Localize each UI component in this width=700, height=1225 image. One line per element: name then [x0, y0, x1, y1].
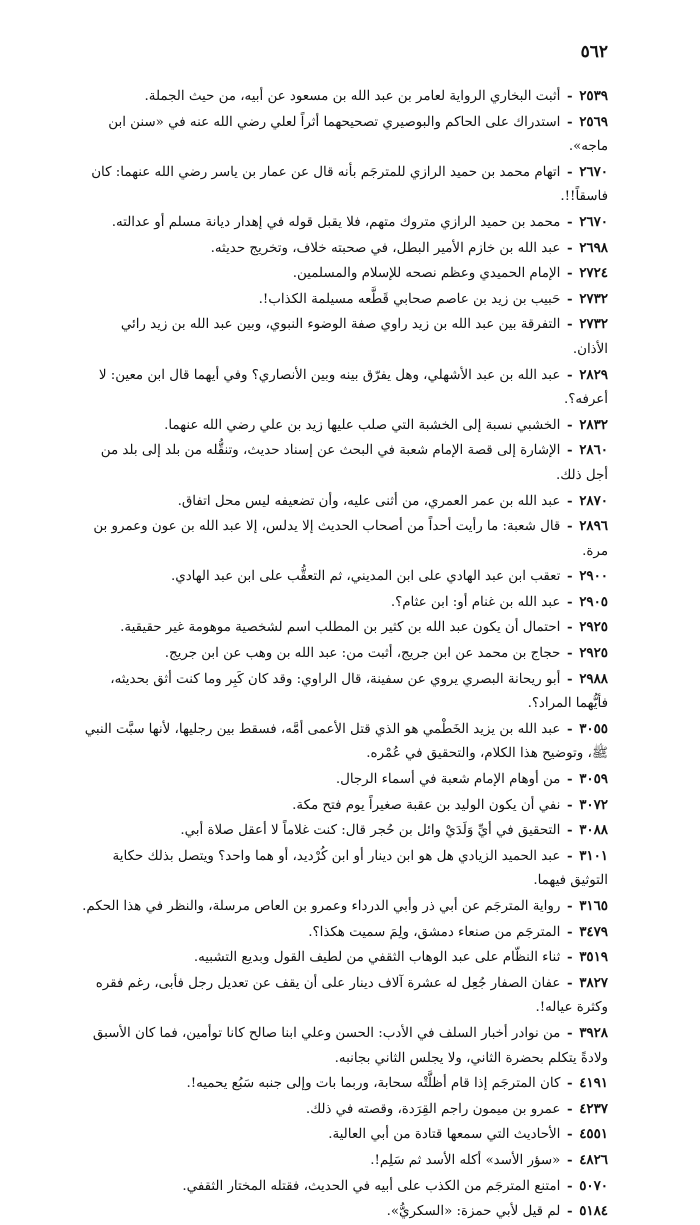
entry-number: ٣١٦٥ [579, 898, 608, 914]
entry-text: أبو ريحانة البصري يروي عن سفينة، قال الراوي: وقد كان كَبِر وما كنت أثق بحديثه، فأيُّهما المراد؟. [110, 671, 608, 712]
entry-separator: - [562, 898, 578, 914]
entry-number: ٢٧٣٢ [579, 290, 608, 307]
index-entry [82, 945, 608, 971]
entry-text: التحقيق في أيِّ وَلَدَيْ وائل بن حُجر قال: كنت غلاماً لا أعقل صلاة أبي. [180, 823, 561, 839]
entry-number: ٣٩٢٨ [579, 1024, 608, 1041]
entry-text: احتمال أن يكون عبد الله بن كثير بن المطلب اسم لشخصية موهومة غير حقيقية. [120, 620, 561, 636]
entry-text: عمرو بن ميمون راجم القِرَدة، وقصته في ذلك. [305, 1101, 561, 1117]
index-entry [82, 110, 608, 160]
entry-separator: - [562, 492, 578, 509]
index-entry [82, 1071, 608, 1097]
entry-text: اتهام محمد بن حميد الرازي للمترجَم بأنه قال عن عمار بن ياسر رضي الله عنهما: كان فاسقاً!!. [91, 164, 608, 205]
entry-text: الخشبي نسبة إلى الخشبة التي صلب عليها زيد بن علي رضي الله عنهما. [164, 417, 561, 433]
entry-separator: - [562, 265, 578, 282]
entry-text: استدراك على الحاكم والبوصيري تصحيحهما أثراً لعلي رضي الله عنه في «سنن ابن ماجه». [108, 114, 608, 155]
entry-number: ٢٩٠٠ [579, 568, 608, 585]
entry-text: الأحاديث التي سمعها قتادة من أبي العالية. [328, 1127, 561, 1143]
index-entry [82, 717, 608, 767]
entry-separator: - [562, 213, 578, 230]
index-entry [82, 287, 608, 313]
entry-text: حَبيب بن زيد بن عاصم صحابي قَطَّعه مسيلمة الكذاب!. [258, 291, 561, 307]
entry-text: الإشارة إلى قصة الإمام شعبة في البحث عن إسناد حديث، وتنقُّله من بلد إلى بلد من أجل ذلك. [100, 443, 608, 483]
entry-number: ٢٦٧٠ [579, 213, 608, 230]
index-entry [82, 920, 608, 946]
entry-text: عبد الله بن غنام أو: ابن عثام؟. [390, 594, 561, 610]
entry-separator: - [562, 822, 578, 839]
entry-separator: - [562, 1177, 578, 1194]
entry-text: من نوادر أخبار السلف في الأدب: الحسن وعلي ابنا صالح كانا توأمين، فما كان الأسبق ولادةً يتكلم بحضرة الثاني، ولا يجلس الثاني بجانبه. [92, 1025, 608, 1066]
entry-number: ٢٨٧٠ [579, 492, 608, 509]
entry-number: ٢٩٢٥ [579, 645, 608, 662]
entry-number: ٣٠٥٥ [579, 720, 608, 737]
entry-separator: - [562, 366, 578, 383]
entry-number: ٢٩٠٥ [579, 593, 608, 610]
entry-separator: - [562, 1075, 578, 1092]
entry-number: ٢٦٧٠ [579, 163, 608, 180]
index-entry [82, 641, 608, 667]
index-entry [82, 793, 608, 819]
entry-separator: - [562, 442, 578, 459]
index-entry [82, 236, 608, 262]
index-entry [82, 615, 608, 641]
index-entry [82, 210, 608, 236]
entry-number: ٣٠٧٢ [579, 796, 608, 813]
index-entry [82, 818, 608, 844]
entry-separator: - [562, 239, 578, 256]
entry-separator: - [562, 619, 578, 636]
index-entry [82, 971, 608, 1021]
index-entry [82, 1021, 608, 1071]
entry-text: من أوهام الإمام شعبة في أسماء الرجال. [335, 772, 561, 788]
entry-number: ٢٨٦٠ [579, 442, 608, 459]
entry-number: ٥١٨٤ [579, 1203, 608, 1220]
entry-text: رواية المترجَم عن أبي ذر وأبي الدرداء وعمرو بن العاص مرسلة، والنظر في هذا الحكم. [82, 899, 561, 914]
entry-number: ٢٧٢٤ [579, 265, 608, 282]
index-entry [82, 667, 608, 717]
index-entry [82, 590, 608, 616]
entry-separator: - [562, 113, 578, 130]
entry-text: الإمام الحميدي وعظم نصحه للإسلام والمسلمين. [292, 266, 561, 282]
entry-text: عبد الله بن يزيد الخَطْمي هو الذي قتل الأعمى أمَّه، فسقط بين رجليها، لأنها سبَّت النبي ﷺ، وتوضيح هذا الكلام، والتحقيق في عُمْره. [84, 721, 608, 762]
entry-separator: - [562, 593, 578, 610]
entry-number: ٣٨٢٧ [579, 974, 608, 991]
entry-separator: - [562, 645, 578, 662]
entry-number: ٤٥٥١ [579, 1126, 608, 1143]
entry-text: محمد بن حميد الرازي متروك متهم، فلا يقبل قوله في إهدار ديانة مسلم أو عدالته. [111, 214, 561, 230]
entry-number: ٤١٩١ [579, 1075, 608, 1092]
entry-separator: - [562, 1126, 578, 1143]
index-entry [82, 564, 608, 590]
entry-text: المترجَم من صنعاء دمشق، ولِمَ سميت هكذا؟. [308, 924, 561, 940]
entry-number: ٢٥٦٩ [579, 113, 608, 130]
entry-number: ٢٧٣٢ [579, 316, 608, 333]
entry-separator: - [562, 518, 578, 535]
entry-text: نفي أن يكون الوليد بن عقبة صغيراً يوم فتح مكة. [292, 797, 561, 813]
entry-text: تعقب ابن عبد الهادي على ابن المديني، ثم التعقُّب على ابن عبد الهادي. [170, 569, 561, 585]
index-entry [82, 84, 608, 110]
index-entry [82, 363, 608, 413]
index-entry [82, 1097, 608, 1123]
entry-separator: - [562, 316, 578, 333]
entry-separator: - [562, 1203, 578, 1220]
entry-number: ٣٠٥٩ [579, 771, 608, 788]
index-entry [82, 894, 608, 920]
entry-number: ٢٨٩٦ [579, 518, 608, 535]
index-entry-list [82, 84, 608, 1225]
entry-text: لم قيل لأبي حمزة: «السكريُّ». [386, 1204, 561, 1220]
entry-text: قال شعبة: ما رأيت أحداً من أصحاب الحديث إلا يدلس، إلا عبد الله بن عون وعمرو بن مرة. [93, 519, 608, 559]
entry-separator: - [562, 1151, 578, 1168]
entry-number: ٢٨٢٩ [579, 366, 608, 383]
entry-separator: - [562, 290, 578, 307]
entry-number: ٢٩٢٥ [579, 619, 608, 636]
entry-text: عفان الصفار جُعِل له عشرة آلاف دينار على أن يقف عن تعديل رجل فأبى، رغم فقره وكثرة عياله!. [95, 975, 608, 1016]
entry-text: «سؤر الأسد» أكله الأسد ثم سَلِم!. [370, 1152, 561, 1168]
entry-text: عبد الله بن خازم الأمير البطل، في صحبته خلاف، وتخريج حديثه. [210, 240, 561, 256]
entry-text: ثناء النظّام على عبد الوهاب الثقفي من لطيف القول وبديع التشبيه. [193, 950, 561, 966]
entry-text: حجاج بن محمد عن ابن جريج، أثبت من: عبد الله بن وهب عن ابن جريج. [164, 646, 561, 662]
entry-separator: - [562, 163, 578, 180]
entry-number: ٥٠٧٠ [579, 1177, 608, 1194]
entry-text: امتنع المترجَم من الكذب على أبيه في الحديث، فقتله المختار الثقفي. [182, 1178, 561, 1194]
index-entry [82, 767, 608, 793]
index-entry [82, 1122, 608, 1148]
entry-number: ٤٢٣٧ [579, 1100, 608, 1117]
index-entry [82, 514, 608, 564]
entry-separator: - [562, 416, 578, 433]
entry-separator: - [562, 974, 578, 991]
index-entry [82, 413, 608, 439]
entry-number: ٢٩٨٨ [579, 670, 608, 687]
index-entry [82, 312, 608, 362]
entry-separator: - [562, 720, 578, 737]
entry-number: ٣٥١٩ [579, 949, 608, 966]
entry-separator: - [562, 88, 578, 104]
entry-separator: - [562, 670, 578, 687]
entry-text: عبد الحميد الزيادي هل هو ابن دينار أو ابن كُرْديد، أو هما واحد؟ ويتصل بذلك حكاية التوثيق فيهما. [112, 848, 608, 889]
entry-text: عبد الله بن عبد الأشهلي، وهل يفرّق بينه وبين الأنصاري؟ وفي أيهما قال ابن معين: لا أعرفه؟. [98, 367, 608, 408]
entry-separator: - [562, 949, 578, 966]
entry-text: عبد الله بن عمر العمري، من أثنى عليه، وأن تضعيفه ليس محل اتفاق. [177, 493, 561, 509]
entry-number: ٢٥٣٩ [579, 88, 608, 104]
entry-number: ٢٨٣٢ [579, 416, 608, 433]
entry-number: ٣٠٨٨ [579, 822, 608, 839]
index-entry [82, 489, 608, 515]
entry-text: أثبت البخاري الرواية لعامر بن عبد الله بن مسعود عن أبيه، من حيث الجملة. [144, 89, 561, 104]
index-entry [82, 160, 608, 210]
entry-separator: - [562, 1100, 578, 1117]
entry-separator: - [562, 847, 578, 864]
page-number: ٥٦٢ [580, 42, 608, 62]
entry-separator: - [562, 923, 578, 940]
entry-number: ٣١٠١ [579, 847, 608, 864]
index-entry [82, 438, 608, 488]
index-entry [82, 261, 608, 287]
entry-number: ٤٨٢٦ [579, 1151, 608, 1168]
entry-separator: - [562, 796, 578, 813]
entry-number: ٣٤٧٩ [579, 923, 608, 940]
index-entry [82, 844, 608, 894]
index-entry [82, 1199, 608, 1225]
entry-text: التفرقة بين عبد الله بن زيد راوي صفة الوضوء النبوي، وبين عبد الله بن زيد رائي الأذان. [120, 317, 608, 357]
entry-separator: - [562, 1024, 578, 1041]
entry-number: ٢٦٩٨ [579, 239, 608, 256]
entry-text: كان المترجَم إذا قام أظلَّتْه سحابة، وربما بات وإلى جنبه سَبُع يحميه!. [186, 1076, 561, 1092]
entry-separator: - [562, 771, 578, 788]
index-entry [82, 1174, 608, 1200]
entry-separator: - [562, 568, 578, 585]
index-entry [82, 1148, 608, 1174]
